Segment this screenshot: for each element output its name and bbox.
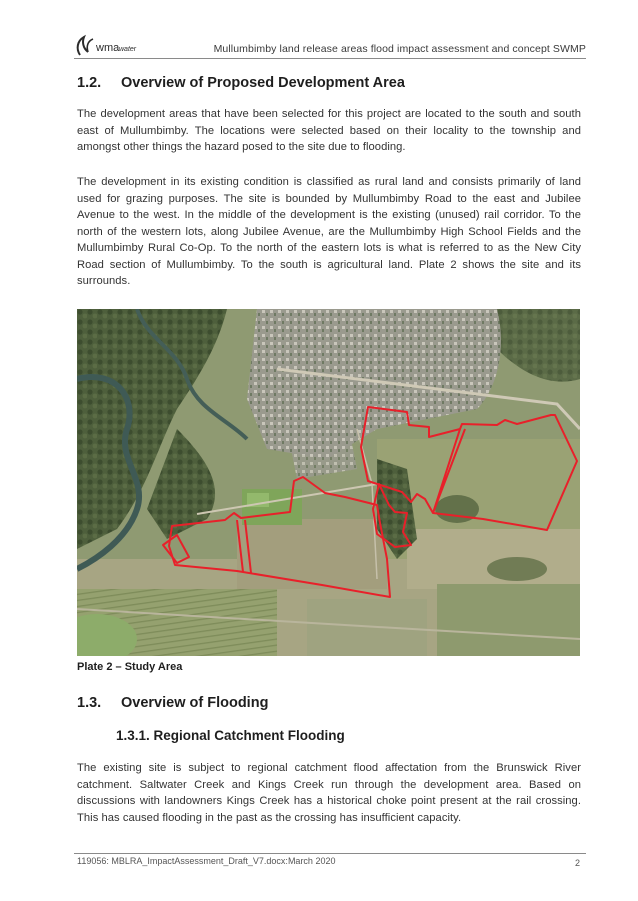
- section-heading-1-3: [77, 695, 268, 711]
- header-divider: [74, 58, 586, 59]
- logo-text: wma: [96, 42, 120, 54]
- plate-caption: Plate 2 – Study Area: [77, 661, 183, 673]
- footer-divider: [74, 853, 586, 854]
- paragraph-development-areas: The development areas that have been selected for this project are located to the south and south east of Mullumbimby. The locations were selected based on their locality to the township and amongst other things the hazard posed to the site due to flooding.: [77, 108, 581, 153]
- logo-subtext: water: [119, 46, 137, 53]
- subsection-heading-1-3-1: 1.3.1. Regional Catchment Flooding: [116, 728, 345, 743]
- section-title: Overview of Flooding: [121, 695, 269, 711]
- section-number: 1.2.: [77, 75, 102, 91]
- aerial-photo: [77, 309, 580, 656]
- section-title: Overview of Proposed Development Area: [121, 75, 405, 91]
- section-number: 1.3.: [77, 695, 102, 711]
- paragraph-existing-condition: The development in its existing condition is classified as rural land and consists primarily of land used for grazing purposes. The site is bounded by Mullumbimby Road to the east and Jubilee Avenue to the west. In the middle of the development is the existing (unused) rail corridor. To the north of the western lots, along Jubilee Avenue, are the Mullumbimby High School Fields and the Mullumbimby Rural Co-Op. To the north of the eastern lots is what is referred to as the New City Road section of Mullumbimby. To the south is agricultural land. Plate 2 shows the site and its surrounds.: [77, 176, 581, 287]
- section-heading-1-2: [77, 75, 405, 91]
- header-title: Mullumbimby land release areas flood impact assessment and concept SWMP: [213, 43, 586, 55]
- paragraph-regional-flooding: The existing site is subject to regional catchment flood affectation from the Brunswick River catchment. Saltwater Creek and Kings Creek run through the development area. Based on discussions with landowners Kings Creek has a historical choke point present at the rail crossing. This has caused flooding in the past as the crossing has insufficient capacity.: [77, 762, 581, 824]
- footer-doc-reference: 119056: MBLRA_ImpactAssessment_Draft_V7.docx:March 2020: [77, 856, 336, 866]
- study-area-aerial-map: [77, 309, 580, 656]
- page-number: 2: [574, 858, 580, 868]
- wma-logo: [74, 33, 166, 59]
